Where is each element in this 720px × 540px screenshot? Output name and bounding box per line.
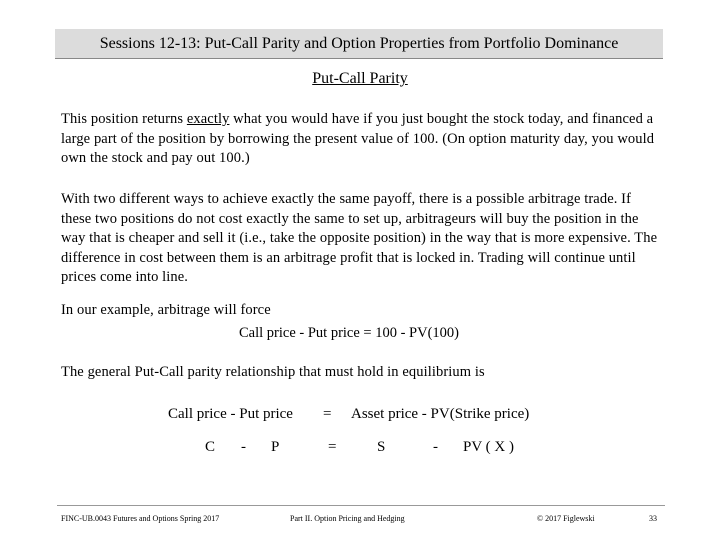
paragraph-arbitrage: With two different ways to achieve exactly the same payoff, there is a possible arbitrage trade. If these two positions do not cost exactly the same to set up, arbitrageurs will buy the position in the way that is cheaper and sell it (i.e., take the opposite position) in the way that is more expensive. The difference in cost between them is an arbitrage profit that is locked in. Trading will continue until prices come into line. (61, 191, 658, 285)
p1-text-after: what you would have if you just bought the stock today, and financed a large part of the position by borrowing the present value of 100. (On option maturity day, you would own the stock and pay out 100.) (61, 111, 655, 166)
paragraph-example: In our example, arbitrage will force (61, 302, 271, 318)
footer-page-number: 33 (649, 514, 657, 523)
slide-title: Sessions 12-13: Put-Call Parity and Option Properties from Portfolio Dominance (99, 35, 619, 52)
equation-right-words: Asset price - PV(Strike price) (351, 406, 530, 422)
section-heading (0, 70, 720, 88)
footer-course: FINC-UB.0043 Futures and Options Spring 2017 (61, 514, 220, 523)
symbol-c: C (205, 439, 216, 455)
paragraph-position-returns (61, 110, 661, 169)
section-heading-text: Put-Call Parity (312, 70, 408, 87)
slide-title-bar (55, 29, 663, 59)
paragraph-general-relationship: The general Put-Call parity relationship that must hold in equilibrium is (61, 364, 485, 380)
symbol-minus-2: - (433, 439, 438, 455)
symbol-pv-x: PV ( X ) (463, 439, 514, 455)
p1-emphasis: exactly (186, 111, 230, 127)
p1-text-before: This position returns (61, 111, 187, 127)
symbol-equals: = (328, 439, 337, 455)
footer-divider (57, 505, 665, 506)
symbol-minus-1: - (241, 439, 246, 455)
example-equation: Call price - Put price = 100 - PV(100) (239, 325, 459, 341)
symbol-p: P (271, 439, 280, 455)
footer-copyright: © 2017 Figlewski (537, 514, 595, 523)
symbol-s: S (377, 439, 386, 455)
equation-left-words: Call price - Put price (168, 406, 293, 422)
footer-part: Part II. Option Pricing and Hedging (290, 514, 405, 523)
equation-equals-words: = (323, 406, 332, 422)
